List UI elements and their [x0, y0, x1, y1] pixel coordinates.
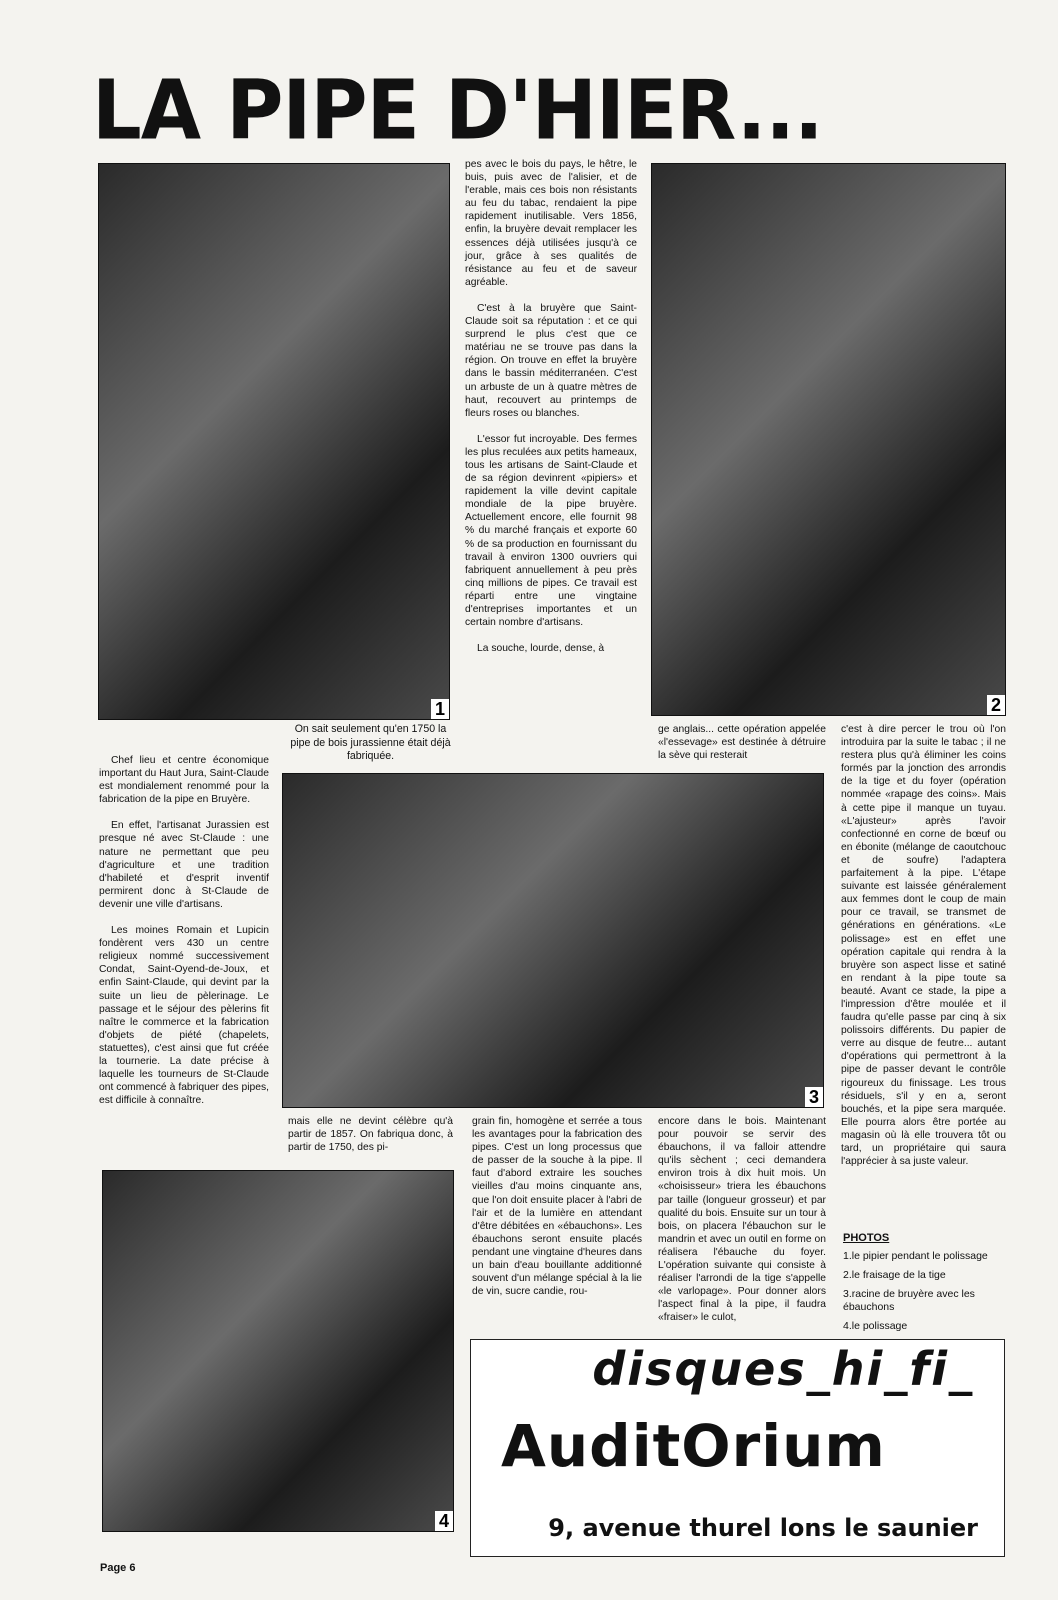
ad-address: 9, avenue thurel lons le saunier — [548, 1514, 978, 1542]
intro-caption: On sait seulement qu'en 1750 la pipe de bois jurassienne était déjà fabriquée. — [290, 723, 451, 762]
paragraph: La souche, lourde, dense, à — [477, 643, 605, 655]
auditorium-advertisement — [470, 1339, 1005, 1557]
photo-briar-root — [282, 773, 824, 1108]
photo-stem-milling — [651, 163, 1006, 716]
photo-number: 1 — [431, 699, 449, 719]
paragraph: C'est à la bruyère que Saint-Claude soit sa réputation : et ce qui surprend le plus c'est que ce matériau ne se trouve pas dans la région. On trouve en effet la bruyère dans le bassin méditerranéen. C'est un arbuste de un à quatre mètres de haut, recouvert au printemps de fleurs roses ou blanches. — [465, 302, 637, 419]
paragraph: pes avec le bois du pays, le hêtre, le buis, puis avec de l'alisier, et de l'erable, mais ces bois non résistants au feu du tabac, rendaient la pipe rapidement inutilisable. Vers 1856, enfin, la bruyère devait remplacer les essences déjà utilisées jusqu'à ce jour, grâce à ses qualités de résistance au feu et de saveur agréable. — [465, 159, 637, 288]
col4-bottom-text: encore dans le bois. Maintenant pour pouvoir se servir des ébauchons, il va falloir attendre qu'ils sèchent ; ceci demandera environ trois à dix huit mois. Un «choisisseur» triera les ébauchons par taille (longueur grosseur) et par qualité du bois. Ensuite sur un tour à bois, on placera l'ébauchon sur le mandrin et avec un outil en forme on réalisera l'ébauche du foyer. L'opération suivante qui consiste à réaliser l'arrondi de la tige s'appelle «le varlopage». Pour donner alors l'aspect final à la pipe, il faudra «fraiser» le culot, — [658, 1116, 826, 1324]
page-number: Page 6 — [100, 1562, 136, 1574]
photos-legend-item: 2.le fraisage de la tige — [843, 1269, 946, 1281]
photo-polishing-hands — [102, 1170, 454, 1532]
col2-bottom-text: mais elle ne devint célèbre qu'à partir de 1857. On fabriqua donc, à partir de 1750, des pi- — [288, 1116, 453, 1154]
col3-bottom-text: grain fin, homogène et serrée a tous les avantages pour la fabrication des pipes. C'est un long processus que de passer de la souche à la pipe. Il faut d'abord extraire les souches vieilles d'au moins cinquante ans, que l'on doit ensuite placer à l'abri de l'air et de la lumière en attendant d'être débitées en «ébauchons». Les ébauchons seront ensuite placés pendant une vingtaine d'heures dans un bain d'eau bouillante additionné souvent d'un mélange spécial à la lie de vin, sucre candie, rou- — [472, 1116, 642, 1298]
photos-legend-heading: PHOTOS — [843, 1232, 890, 1244]
photos-legend-item: 4.le polissage — [843, 1320, 908, 1332]
paragraph: Les moines Romain et Lupicin fondèrent vers 430 un centre religieux nommé successivement Condat, Saint-Oyend-de-Joux, et enfin Saint-Claude, qui devint par la suite un lieu de pèlerinage. Le passage et le séjour des pèlerins fit naître le commerce et la fabrication d'objets de piété (chapelets, statuettes), c'est ainsi que fut créée la tournerie. La date précise à laquelle les tourneurs de St-Claude ont commencé à fabriquer des pipes, est difficile à connaître. — [99, 925, 269, 1107]
photo-polishing-worker — [98, 163, 450, 720]
left-column-text — [99, 754, 269, 1120]
paragraph: En effet, l'artisanat Jurassien est presque né avec St-Claude : une nature ne permettant que peu d'agriculture et une tradition d'habileté et d'esprit inventif permirent donc à St-Claude de devenir une ville d'artisans. — [99, 820, 269, 910]
page-title: LA PIPE D'HIER... — [92, 63, 823, 159]
photo-number: 2 — [987, 695, 1005, 715]
photos-legend-item: 1.le pipier pendant le polissage — [843, 1250, 988, 1262]
photo-number: 3 — [805, 1087, 823, 1107]
middle-column-text — [465, 158, 637, 668]
ad-brand-logo: AuditOrium — [501, 1412, 886, 1480]
paragraph: L'essor fut incroyable. Des fermes les plus reculées aux petits hameaux, tous les artisans de Saint-Claude et de sa région devinrent «pipiers» et rapidement la ville devint capitale mondiale de la pipe bruyère. Actuellement encore, elle fournit 98 % du marché français et exporte 60 % de sa production en fournissant du travail à environ 1300 ouvriers qui fabriquent annuellement à peu près cinq millions de pipes. Ce travail est réparti entre une vingtaine d'entreprises importantes et un certain nombre d'artisans. — [465, 433, 637, 629]
paragraph: Chef lieu et centre économique important du Haut Jura, Saint-Claude est mondialement renommé pour la fabrication de la pipe en Bruyère. — [99, 755, 269, 806]
col4-top-text: ge anglais... cette opération appelée «l'essevage» est destinée à détruire la sève qui resterait — [658, 724, 826, 762]
photo-number: 4 — [435, 1511, 453, 1531]
ad-tagline: disques_hi_fi_ — [592, 1342, 974, 1396]
photos-legend — [843, 1232, 1008, 1339]
col5-text: c'est à dire percer le trou où l'on introduira par la suite le tabac ; il ne restera plus qu'à éliminer les coins formés par la jonction des arrondis de la tige et du foyer (opération nommée «rapage des coins». Mais à cette pipe il manque un tuyau. «L'ajusteur» après l'avoir confectionné en corne de bœuf ou en ébonite (mélange de caoutchouc et de soufre) l'adaptera parfaitement à la pipe. L'étape suivante est laissée généralement aux femmes dont le coup de main pour ce travail, se transmet de générations en générations. «Le polissage» est en effet une opération capitale qui rendra à la bruyère son aspect lisse et satiné en rendant à la pipe toute sa beauté. Avant ce stade, la pipe a l'impression d'être moulée et il faudra qu'elle passe par cinq à six polissoirs différents. Du papier de verre au disque de feutre... autant d'opérations qui permettront à la pipe de passer devant le contrôle rigoureux du finissage. Les trous résiduels, s'il y en a, seront bouchés, et la pipe sera marquée. Elle pourra alors être portée au magasin où là elle trouvera tôt ou tard, un propriétaire qui saura l'apprécier à sa juste valeur. — [841, 724, 1006, 1168]
photos-legend-item: 3.racine de bruyère avec les ébauchons — [843, 1288, 975, 1313]
